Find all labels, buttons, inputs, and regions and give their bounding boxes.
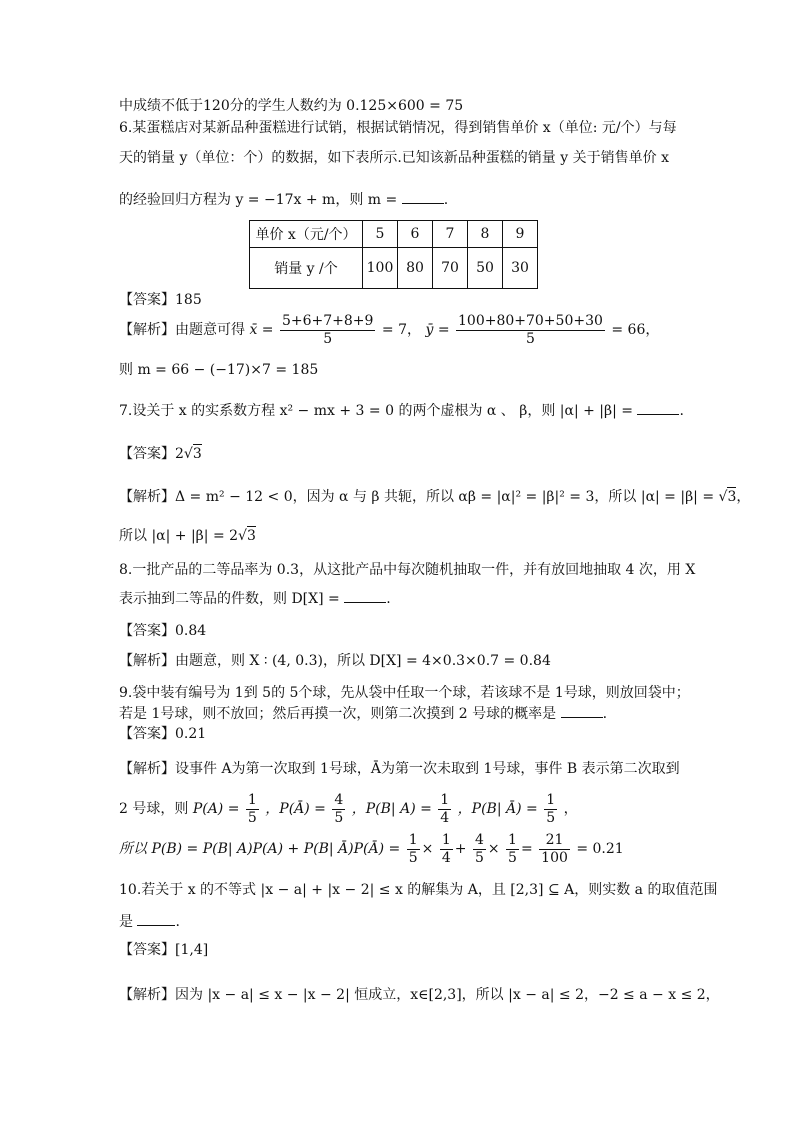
solution-8: 【解析】由题意，则 X ∶ (4, 0.3)，所以 D[X] = 4×0.3×0.7 = 0.84 [119,653,551,669]
answer-blank [402,191,444,204]
answer-blank [637,402,679,415]
radicand: 3 [192,446,202,462]
fraction [280,313,375,348]
question-6-text: 的经验回归方程为 y = −17x + m，则 m = [119,192,398,208]
denominator: 5 [508,849,517,866]
answer-8: 【答案】0.84 [119,623,207,639]
answer-10: 【答案】[1,4] [119,942,209,958]
numerator: 5+6+7+8+9 [281,312,374,329]
question-10-line-2: 是 . [119,914,180,930]
fraction [473,832,486,867]
fraction [544,792,557,827]
fraction [438,792,451,827]
denominator: 5 [247,809,257,826]
denominator: 5 [525,330,535,347]
radicand: 3 [727,489,737,505]
fraction [456,313,605,348]
numerator: 4 [474,831,484,848]
question-6-line-2: 天的销量 y（单位：个）的数据，如下表所示.已知该新品种蛋糕的销量 y 关于销售单价 x [119,150,669,166]
denominator: 5 [474,849,484,866]
y-bar: ȳ = [425,322,450,338]
numerator: 1 [247,791,257,808]
solution-text: 【解析】Δ = m² − 12 < 0，因为 α 与 β 共轭，所以 αβ = |α|² = |β|² = 3，所以 |α| = |β| = [119,489,715,505]
numerator: 4 [334,791,344,808]
question-9-text: 若是 1号球，则不放回；然后再摸一次，则第二次摸到 2 号球的概率是 [119,706,557,722]
table-cell: 6 [398,221,433,248]
result: = 7， [381,322,421,338]
result: = 66， [611,322,660,338]
question-8-text: 表示抽到二等品的件数，则 D[X] = [119,591,340,607]
prob: ，P(B| Ā) = [457,801,538,817]
table-cell: 70 [433,248,468,289]
text: 所以 P(B) = P(B| A)P(A) + P(B| Ā)P(Ā) = [119,841,401,857]
denominator: 5 [546,809,556,826]
table-cell: 100 [363,248,398,289]
result: = 0.21 [576,841,624,857]
prob: ，P(B| A) = [351,801,432,817]
table-cell: 9 [503,221,538,248]
table-cell: 30 [503,248,538,289]
question-8-line-1: 8.一批产品的二等品率为 0.3，从这批产品中每次随机抽取一件，并有放回地抽取 4 次，用 X [119,562,696,578]
denominator: 5 [323,330,333,347]
denominator: 5 [334,809,344,826]
question-8-line-2: 表示抽到二等品的件数，则 D[X] = . [119,591,391,607]
solution-9-line-3: 所以 P(B) = P(B| A)P(A) + P(B| Ā)P(Ā) = $\frac{1}{5}$ × $\frac{1}{4}$ + $\frac{4}{5}$ × $\frac{1}{5}$ = $\frac{21}{100}$ = 0.21 [119,831,624,866]
answer-blank [561,705,603,718]
solution-9-line-2 [119,791,578,827]
table-cell: 80 [398,248,433,289]
solution-10: 【解析】因为 |x − a| ≤ x − |x − 2| 恒成立，x∈[2,3]，所以 |x − a| ≤ 2，−2 ≤ a − x ≤ 2， [119,987,720,1003]
numerator: 1 [408,831,418,848]
question-6-line-1: 6.某蛋糕店对某新品种蛋糕进行试销，根据试销情况，得到销售单价 x（单位: 元/个）与每 [119,120,677,136]
solution-7-line-2: 所以 |α| + |β| = 2√3 [119,528,256,544]
solution-text: 所以 |α| + |β| = 2 [119,528,239,544]
denominator: 4 [441,849,451,866]
prob: ，P(Ā) = [265,801,326,817]
denominator: 5 [408,849,418,866]
question-7: 7.设关于 x 的实系数方程 x² − mx + 3 = 0 的两个虚根为 α 、 β，则 |α| + |β| = . [119,403,684,419]
punct: ， [563,801,578,817]
question-9-line-1: 9.袋中装有编号为 1到 5的 5个球，先从袋中任取一个球，若该球不是 1号球，则放回袋中； [119,685,690,701]
solution-label: 【解析】由题意可得 [119,322,245,338]
table-cell: 50 [468,248,503,289]
answer-label: 【答案】2 [119,446,184,462]
answer-6: 【答案】185 [119,292,202,308]
radicand: 3 [246,528,256,544]
answer-blank [344,590,386,603]
fraction [407,832,420,867]
numerator: 21 [539,832,570,850]
fraction [506,832,519,867]
table-cell: 7 [433,221,468,248]
table-cell: 8 [468,221,503,248]
answer-7: 【答案】2√3 [119,446,202,462]
numerator: 100+80+70+50+30 [458,312,603,329]
solution-7-line-1: 【解析】Δ = m² − 12 < 0，因为 α 与 β 共轭，所以 αβ = |α|² = |β|² = 3，所以 |α| = |β| = √3， [119,489,751,505]
text: 2 号球，则 [119,801,189,817]
question-10-text: 是 [119,914,133,930]
table-cell: 5 [363,221,398,248]
table-header-price: 单价 x（元/个） [250,221,363,248]
numerator: 1 [440,791,450,808]
table-header-sales: 销量 y /个 [250,248,363,289]
question-7-text: 7.设关于 x 的实系数方程 x² − mx + 3 = 0 的两个虚根为 α 、 β，则 |α| + |β| = [119,403,634,419]
numerator: 1 [546,791,556,808]
sales-table [249,220,538,289]
prob: P(A) = [192,801,240,817]
fraction [539,832,570,867]
fraction [440,832,453,867]
x-bar: x̄ = [249,322,274,338]
question-9-line-2: 若是 1号球，则不放回；然后再摸一次，则第二次摸到 2 号球的概率是 . [119,706,608,722]
fraction [246,792,259,827]
denominator: 100 [541,849,568,866]
answer-9: 【答案】0.21 [119,726,207,742]
solution-6-line-1 [119,312,659,348]
question-6-line-3: 的经验回归方程为 y = −17x + m，则 m = . [119,192,449,208]
denominator: 4 [440,809,450,826]
fraction [332,792,345,827]
text-line: 中成绩不低于120分的学生人数约为 0.125×600 = 75 [119,98,464,114]
numerator: 1 [508,831,517,848]
punct: ， [736,489,751,505]
question-10-line-1: 10.若关于 x 的不等式 |x − a| + |x − 2| ≤ x 的解集为 A，且 [2,3] ⊆ A，则实数 a 的取值范围 [119,882,718,898]
solution-6-line-2: 则 m = 66 − (−17)×7 = 185 [119,362,319,378]
numerator: 1 [441,831,451,848]
solution-9-line-1: 【解析】设事件 A为第一次取到 1号球，Ā为第一次未取到 1号球，事件 B 表示第二次取到 [119,761,680,777]
answer-blank [137,913,175,926]
